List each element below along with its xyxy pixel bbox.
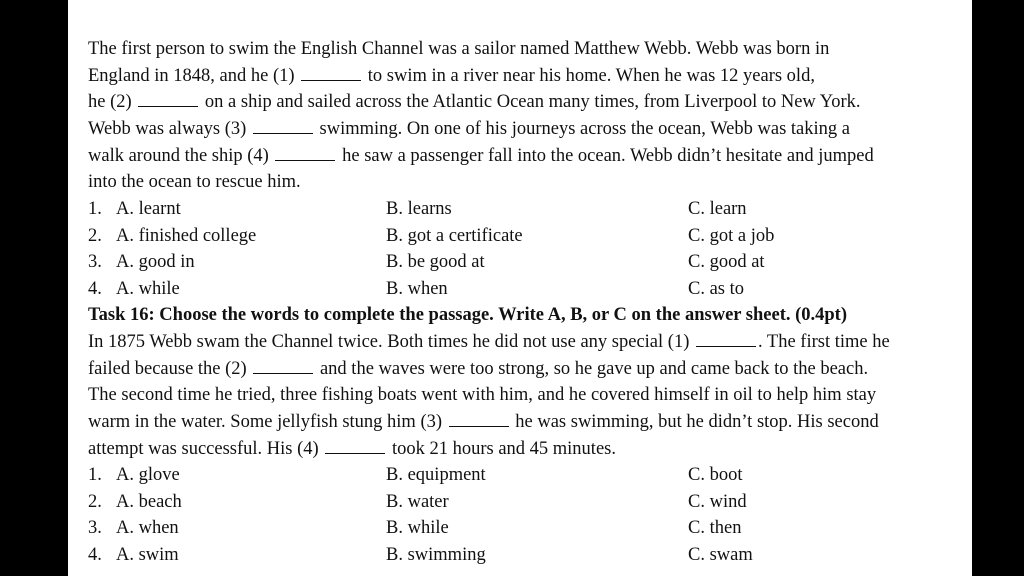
answer-blank	[253, 117, 313, 134]
question-row	[88, 542, 958, 569]
passage-text: swimming. On one of his journeys across the ocean, Webb was taking a	[314, 119, 850, 140]
option-c: C. then	[688, 518, 742, 539]
passage-text: The second time he tried, three fishing boats went with him, and he covered himself in oil to help him stay	[88, 385, 877, 406]
passage-line	[88, 89, 958, 116]
question-list-2	[88, 462, 958, 568]
passage-text: attempt was successful. His (4)	[88, 438, 324, 459]
option-b: B. when	[386, 278, 448, 299]
option-a: A. when	[116, 518, 179, 539]
passage-line	[88, 63, 958, 90]
question-number: 4.	[88, 278, 102, 299]
passage-line	[88, 143, 958, 170]
answer-blank	[253, 357, 313, 374]
document-content	[88, 36, 958, 568]
answer-blank	[696, 330, 756, 347]
question-number: 4.	[88, 544, 102, 565]
option-c: C. swam	[688, 544, 753, 565]
passage-line	[88, 356, 958, 383]
passage-line	[88, 169, 958, 196]
question-row	[88, 462, 958, 489]
passage-line	[88, 329, 958, 356]
question-number: 2.	[88, 491, 102, 512]
passage-line	[88, 382, 958, 409]
passage-line	[88, 436, 958, 463]
question-row	[88, 196, 958, 223]
passage-text: Webb was always (3)	[88, 119, 251, 140]
passage-text: to swim in a river near his home. When he was 12 years old,	[363, 65, 815, 86]
option-b: B. equipment	[386, 465, 486, 486]
passage-line	[88, 409, 958, 436]
document-page	[68, 0, 972, 576]
option-c: C. as to	[688, 278, 745, 299]
question-row	[88, 515, 958, 542]
answer-blank	[449, 410, 509, 427]
passage-text: he was swimming, but he didn’t stop. His second	[510, 411, 879, 432]
question-number: 1.	[88, 465, 102, 486]
passage-text: took 21 hours and 45 minutes.	[387, 438, 616, 459]
question-list-1	[88, 196, 958, 302]
passage-text: he saw a passenger fall into the ocean. Webb didn’t hesitate and jumped	[337, 145, 874, 166]
question-row	[88, 249, 958, 276]
question-row	[88, 276, 958, 303]
option-b: B. swimming	[386, 544, 486, 565]
passage-text: he (2)	[88, 92, 137, 113]
question-row	[88, 489, 958, 516]
option-a: A. learnt	[116, 199, 181, 220]
option-c: C. learn	[688, 199, 747, 220]
passage-text: and the waves were too strong, so he gave up and came back to the beach.	[315, 358, 869, 379]
answer-blank	[275, 144, 335, 161]
passage-1	[88, 36, 958, 196]
option-c: C. got a job	[688, 225, 775, 246]
answer-blank	[301, 64, 361, 81]
option-a: A. finished college	[116, 225, 257, 246]
option-c: C. good at	[688, 252, 765, 273]
option-a: A. beach	[116, 491, 182, 512]
passage-text: England in 1848, and he (1)	[88, 65, 300, 86]
passage-text: warm in the water. Some jellyfish stung him (3)	[88, 411, 447, 432]
option-b: B. while	[386, 518, 449, 539]
option-a: A. glove	[116, 465, 180, 486]
option-a: A. good in	[116, 252, 195, 273]
answer-blank	[138, 90, 198, 107]
passage-text: on a ship and sailed across the Atlantic Ocean many times, from Liverpool to New York.	[200, 92, 861, 113]
option-b: B. water	[386, 491, 449, 512]
passage-line	[88, 116, 958, 143]
question-number: 2.	[88, 225, 102, 246]
option-c: C. boot	[688, 465, 743, 486]
task-heading: Task 16: Choose the words to complete the passage. Write A, B, or C on the answer sheet. (0.4pt)	[88, 305, 847, 326]
passage-line	[88, 36, 958, 63]
option-c: C. wind	[688, 491, 747, 512]
answer-blank	[325, 437, 385, 454]
question-number: 3.	[88, 252, 102, 273]
question-number: 3.	[88, 518, 102, 539]
passage-text: The first person to swim the English Channel was a sailor named Matthew Webb. Webb was born in	[88, 39, 830, 59]
option-b: B. learns	[386, 199, 452, 220]
question-number: 1.	[88, 199, 102, 220]
passage-text: . The first time he	[757, 331, 890, 352]
passage-text: In 1875 Webb swam the Channel twice. Both times he did not use any special (1)	[88, 331, 694, 352]
option-b: B. be good at	[386, 252, 485, 273]
passage-text: into the ocean to rescue him.	[88, 172, 301, 193]
option-b: B. got a certificate	[386, 225, 523, 246]
question-row	[88, 223, 958, 250]
option-a: A. swim	[116, 544, 179, 565]
passage-2	[88, 329, 958, 462]
passage-text: walk around the ship (4)	[88, 145, 274, 166]
option-a: A. while	[116, 278, 180, 299]
passage-text: failed because the (2)	[88, 358, 252, 379]
